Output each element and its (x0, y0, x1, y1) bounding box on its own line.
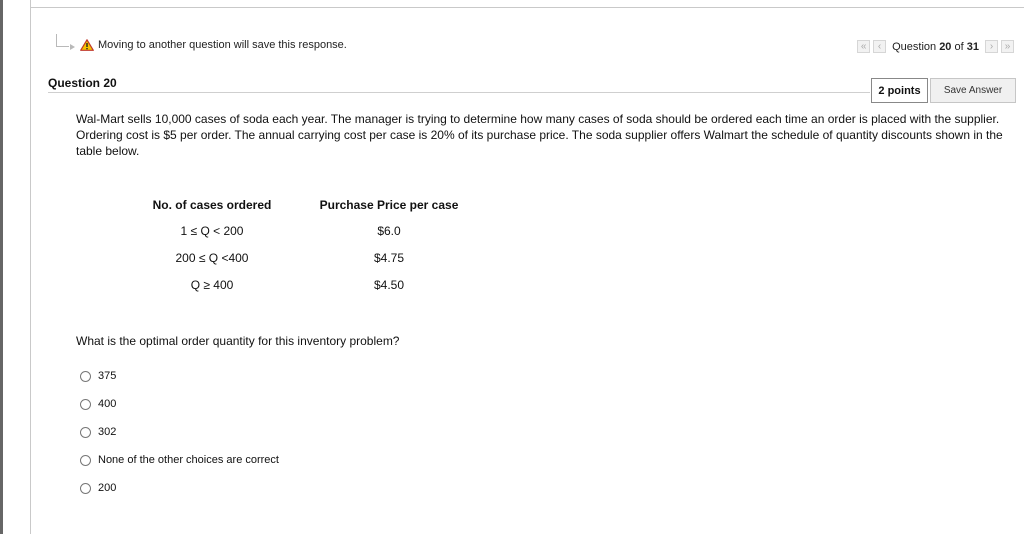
table-header-row (132, 193, 486, 217)
answer-option[interactable] (80, 362, 279, 390)
question-counter (892, 41, 979, 53)
save-notice-text: Moving to another question will save this response. (98, 39, 347, 51)
answer-option-label: 375 (98, 370, 117, 382)
table-cell-quantity: 1 ≤ Q < 200 (180, 223, 244, 238)
radio-button[interactable] (80, 483, 91, 494)
radio-button[interactable] (80, 371, 91, 382)
title-divider (48, 92, 870, 93)
answer-option[interactable] (80, 390, 279, 418)
table-cell-quantity: 200 ≤ Q <400 (175, 250, 249, 265)
answer-option[interactable] (80, 474, 279, 502)
question-title: Question 20 (48, 76, 117, 90)
first-question-button[interactable]: « (857, 40, 870, 53)
table-row (132, 217, 486, 244)
question-prompt: What is the optimal order quantity for this inventory problem? (76, 334, 400, 348)
question-counter-total: 31 (966, 40, 979, 53)
table-cell-quantity: Q ≥ 400 (190, 277, 234, 292)
question-counter-prefix: Question (892, 40, 937, 53)
question-text: Wal-Mart sells 10,000 cases of soda each year. The manager is trying to determine how many cases of soda should be ordered each time an order is placed with the supplier. Ordering cost is $5 per order. The annual carrying cost per case is 20% of its purchase price. The soda supplier offers Walmart the schedule of quantity discounts shown in the table below. (76, 112, 1003, 158)
question-navigation (857, 40, 1014, 53)
table-cell-price: $6.0 (377, 223, 401, 238)
next-question-button[interactable]: › (985, 40, 998, 53)
return-arrow-icon (56, 34, 69, 47)
column-header-cases: No. of cases ordered (152, 198, 272, 212)
answer-option-label: None of the other choices are correct (98, 454, 279, 466)
answer-option-label: 400 (98, 398, 117, 410)
answer-option-label: 200 (98, 482, 117, 494)
radio-button[interactable] (80, 455, 91, 466)
table-row (132, 244, 486, 271)
answer-options (80, 362, 279, 502)
table-row (132, 271, 486, 298)
window-left-edge (0, 0, 3, 534)
last-question-button[interactable]: » (1001, 40, 1014, 53)
radio-button[interactable] (80, 399, 91, 410)
content-frame-top (30, 7, 1024, 8)
question-counter-current: 20 (939, 40, 952, 53)
save-notice (80, 39, 347, 51)
save-answer-button[interactable]: Save Answer (930, 78, 1016, 103)
column-header-price: Purchase Price per case (319, 198, 459, 212)
content-frame-left (30, 0, 31, 534)
answer-option[interactable] (80, 446, 279, 474)
discount-table (132, 193, 486, 298)
previous-question-button[interactable]: ‹ (873, 40, 886, 53)
answer-option-label: 302 (98, 426, 117, 438)
question-counter-separator: of (954, 40, 964, 53)
warning-icon (80, 39, 94, 51)
table-cell-price: $4.75 (373, 250, 405, 265)
points-badge: 2 points (871, 78, 928, 103)
table-cell-price: $4.50 (373, 277, 405, 292)
radio-button[interactable] (80, 427, 91, 438)
answer-option[interactable] (80, 418, 279, 446)
